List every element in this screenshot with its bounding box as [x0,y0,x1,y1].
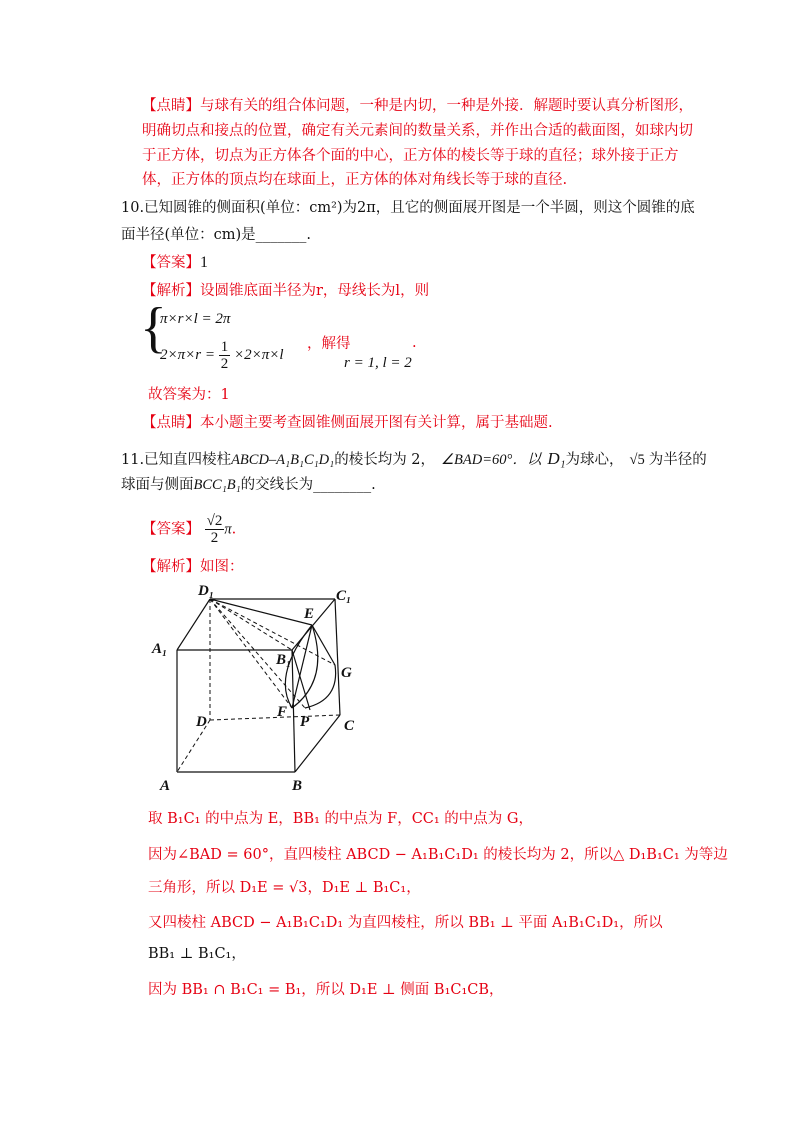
label-G: G [341,665,352,681]
answer-pi: π [224,521,232,538]
q11-answer [142,513,236,546]
solve-period: . [412,335,417,351]
tip-paragraph-line-3: 于正方体，切点为正方体各个面的中心，正方体的棱长等于球的直径；球外接于正方 [142,148,679,164]
answer-fraction [205,513,225,546]
equation-brace: { [140,297,167,359]
edge-DC [210,715,340,720]
q11-text-f: 为球心， [565,452,624,468]
fraction-denominator: 2 [220,356,229,372]
equation-2 [160,339,284,372]
q11-radius: √5 [629,452,645,468]
analysis-text-11: 如图： [200,559,244,575]
tip-label-2: 【点睛】 [142,415,200,431]
q11-face: BCC₁B₁ [193,477,241,493]
answer-label: 【答案】 [142,255,200,271]
answer-denominator: 2 [210,530,219,546]
question-11-line-1 [121,449,707,470]
label-B1: B₁ [276,652,292,668]
tip-paragraph-line-2: 明确切点和接点的位置，确定有关元素间的数量关系，并作出合适的截面图，如球内切 [142,123,693,139]
label-C: C [344,718,355,734]
arc-EP [292,625,318,708]
equation-2-right: ×2×π×l [233,346,284,363]
analysis-text: 设圆锥底面半径为r，母线长为l，则 [200,283,430,299]
question-10-line-2: 面半径(单位：cm)是_______. [121,227,312,243]
q11-text-c: 的棱长均为 2， [334,452,436,468]
tip-text-1: 与球有关的组合体问题，一种是内切，一种是外接．解题时要认真分析图形， [200,98,693,114]
solve-result: r = 1, l = 2 [344,355,412,371]
solution-line-6: 因为 BB₁ ∩ B₁C₁ = B₁，所以 D₁E ⊥ 侧面 B₁C₁CB， [148,982,504,998]
label-F: F [277,704,288,720]
q10-conclusion: 故答案为：1 [148,387,230,403]
analysis-label-11: 【解析】 [142,559,200,575]
solution-line-5: BB₁ ⊥ B₁C₁， [148,946,246,962]
q10-answer [142,253,208,273]
segment-D1B1 [210,599,292,650]
question-11-line-2 [121,475,376,495]
equation-2-left: 2×π×r = [160,346,215,363]
q11-text-2a: 球面与侧面 [121,477,194,493]
edge-D1A1 [177,599,210,650]
q11-text-h: 为半径的 [648,452,707,468]
edge-B1B [292,650,295,772]
label-B: B [292,778,303,794]
analysis-label: 【解析】 [142,283,200,299]
q10-analysis [142,281,429,301]
solution-line-3: 三角形，所以 D₁E = √3，D₁E ⊥ B₁C₁， [148,880,421,896]
arc-GP [305,665,336,708]
label-E: E [304,606,315,622]
fraction-numerator: 1 [220,339,229,355]
edge-C1C [335,599,340,715]
segment-D1E [210,599,315,625]
question-10-line-1: 10.已知圆锥的侧面积(单位：cm²)为2π，且它的侧面展开图是一个半圆，则这个圆锥的底 [121,200,695,216]
label-P: P [300,714,310,730]
label-D: D [196,714,207,730]
answer-numerator: √2 [206,513,223,529]
label-C1: C₁ [336,588,352,604]
tip-label: 【点睛】 [142,98,200,114]
q11-angle: ∠BAD=60°．以 [441,452,542,468]
equation-2-fraction [219,339,231,372]
prism-figure [140,580,380,800]
label-A1: A₁ [152,641,168,657]
tip-paragraph-line-4: 体，正方体的顶点均在球面上，正方体的体对角线长等于球的直径. [142,172,568,188]
answer-label-11: 【答案】 [142,521,200,538]
q11-text-a: 11.已知直四棱柱 [121,452,232,468]
answer-period: . [231,521,237,538]
tip-paragraph-line-1 [142,96,693,116]
solution-line-2: 因为∠BAD = 60°，直四棱柱 ABCD − A₁B₁C₁D₁ 的棱长均为 2，所以△ D₁B₁C₁ 为等边 [148,847,728,863]
label-D1: D₁ [198,583,215,599]
tip-text-2: 本小题主要考查圆锥侧面展开图有关计算，属于基础题. [200,415,553,431]
q11-text-2c: 的交线长为________. [240,477,376,493]
q10-tip [142,413,553,433]
answer-value: 1 [200,254,208,271]
solve-text: ，解得 [307,336,351,352]
equation-1: π×r×l = 2π [160,311,231,327]
q11-prism-name: ABCD–A₁B₁C₁D₁ [231,452,335,468]
solution-line-1: 取 B₁C₁ 的中点为 E，BB₁ 的中点为 F，CC₁ 的中点为 G， [148,811,533,827]
solution-line-4: 又四棱柱 ABCD − A₁B₁C₁D₁ 为直四棱柱，所以 BB₁ ⊥ 平面 A₁B₁C₁D₁，所以 [148,915,663,931]
label-A: A [160,778,171,794]
q11-center: D₁ [547,449,566,468]
q11-analysis [142,557,244,577]
